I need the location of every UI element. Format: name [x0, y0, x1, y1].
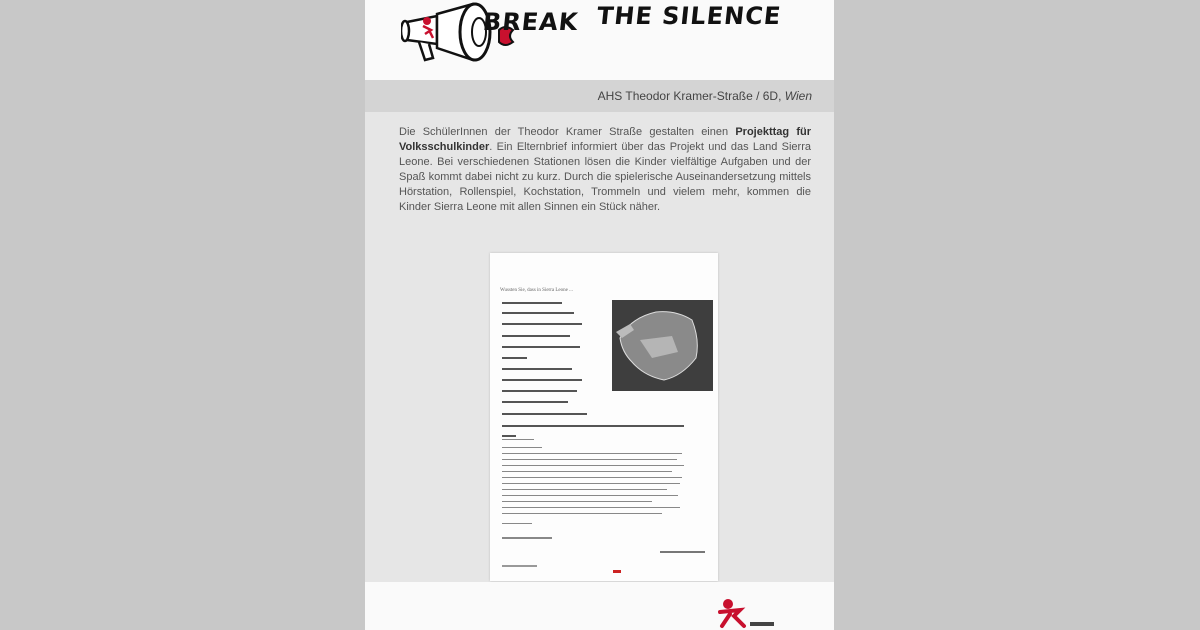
- location-bar: [365, 80, 834, 112]
- article-text-part1: Die SchülerInnen der Theodor Kramer Straße gestalten einen: [399, 126, 729, 138]
- letter-text-line: [502, 495, 678, 496]
- logo-wordmark: [481, 2, 783, 36]
- footer: [365, 582, 834, 630]
- letter-footer-line: [502, 565, 537, 567]
- letter-text-line: [502, 523, 532, 524]
- letter-text-line: [502, 453, 682, 454]
- article-highlight: Projekttag für Volksschulkinder: [399, 126, 811, 153]
- letter-line: [502, 346, 580, 348]
- header: [365, 0, 834, 80]
- letter-text-line: [502, 483, 680, 484]
- school-location: [598, 89, 812, 103]
- letter-line: [502, 357, 527, 359]
- newsletter-page: [365, 0, 834, 630]
- letter-line: [502, 368, 572, 370]
- letter-red-mark: [613, 570, 621, 573]
- article-text: [399, 125, 811, 215]
- letter-line: [502, 302, 562, 304]
- letter-heading: Wussten Sie, dass in Sierra Leone ...: [500, 288, 573, 293]
- letter-text-line: [502, 471, 672, 472]
- sierra-leone-map: [612, 300, 713, 391]
- letter-line: [502, 312, 574, 314]
- msf-logo-icon: [710, 596, 780, 630]
- letter-line: [502, 390, 577, 392]
- letter-line: [502, 323, 582, 325]
- letter-line: [502, 435, 516, 437]
- letter-signature-line: [502, 537, 552, 539]
- logo-word-silence: THE SILENCE: [595, 2, 783, 30]
- letter-text-line: [502, 465, 684, 466]
- letter-line: [502, 335, 570, 337]
- article-text-part2: . Ein Elternbrief informiert über das Projekt und das Land Sierra Leone. Bei verschiedenen Stationen lösen die Kinder vielfältige Aufgaben und der Spaß kommt dabei nicht zu kurz. Durch die spielerische Auseinandersetzung mittels Hörstation, Rollenspiel, Kochstation, Trommeln und vielem mehr, kommen die Kinder Sierra Leone mit allen Sinnen ein Stück näher.: [399, 141, 811, 213]
- letter-text-line: [502, 507, 680, 508]
- letter-line: [502, 425, 684, 427]
- letter-line: [502, 379, 582, 381]
- letter-sender-line: [660, 551, 705, 553]
- letter-text-line: [502, 513, 662, 514]
- letter-text-line: [502, 489, 667, 490]
- letter-text-line: [502, 447, 542, 448]
- school-name: AHS Theodor Kramer-Straße / 6D,: [597, 89, 782, 103]
- parent-letter-image: [490, 253, 718, 581]
- city-name: Wien: [784, 89, 812, 103]
- letter-text-line: [502, 439, 534, 440]
- logo-word-break: BREAK: [481, 8, 580, 36]
- letter-text-line: [502, 501, 652, 502]
- letter-text-line: [502, 459, 677, 460]
- letter-text-line: [502, 477, 682, 478]
- letter-line: [502, 413, 587, 415]
- letter-line: [502, 401, 568, 403]
